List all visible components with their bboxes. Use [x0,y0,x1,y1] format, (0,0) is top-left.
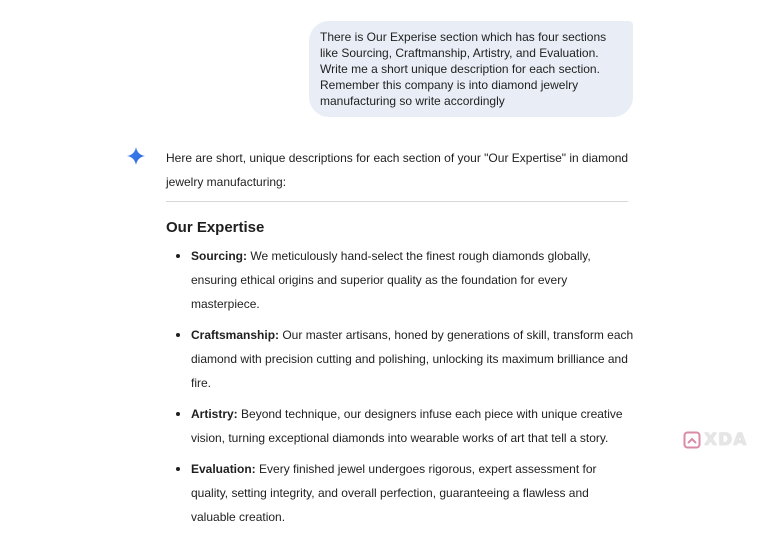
watermark-text: XDA [704,430,748,450]
list-item [166,457,636,529]
list-item [166,402,636,450]
list-item [166,323,636,395]
item-text: Our master artisans, honed by generations of skill, transform each diamond with precision cutting and polishing, unlocking its maximum brilliance and fire. [191,328,634,390]
gemini-sparkle-icon [126,146,146,166]
xda-logo-icon [683,431,701,449]
response-intro: Here are short, unique descriptions for each section of your "Our Expertise" in diamond jewelry manufacturing: [166,151,629,189]
bullet [176,333,180,337]
xda-watermark [683,428,757,452]
item-text: Every finished jewel undergoes rigorous, expert assessment for quality, setting integrity, and overall perfection, guaranteeing a flawless and valuable creation. [191,462,597,524]
item-title: Evaluation: [191,462,256,476]
divider [166,201,628,202]
item-text: We meticulously hand-select the finest rough diamonds globally, ensuring ethical origins and superior quality as the foundation for every masterpiece. [191,249,591,311]
bullet [176,254,180,258]
user-message-bubble [309,21,633,117]
item-text: Beyond technique, our designers infuse each piece with unique creative vision, turning exceptional diamonds into wearable works of art that tell a story. [191,407,623,445]
bullet [176,467,180,471]
item-title: Artistry: [191,407,238,421]
bullet [176,412,180,416]
item-title: Sourcing: [191,249,247,263]
list-item [166,244,636,316]
response-heading: Our Expertise [166,219,265,236]
item-title: Craftsmanship: [191,328,280,342]
user-message-text: There is Our Experise section which has four sections like Sourcing, Craftmanship, Artistry, and Evaluation. Write me a short unique description for each section. Remember this company is into diamond jewelry manufacturing so write accordingly [320,30,607,108]
expertise-list [166,244,636,536]
